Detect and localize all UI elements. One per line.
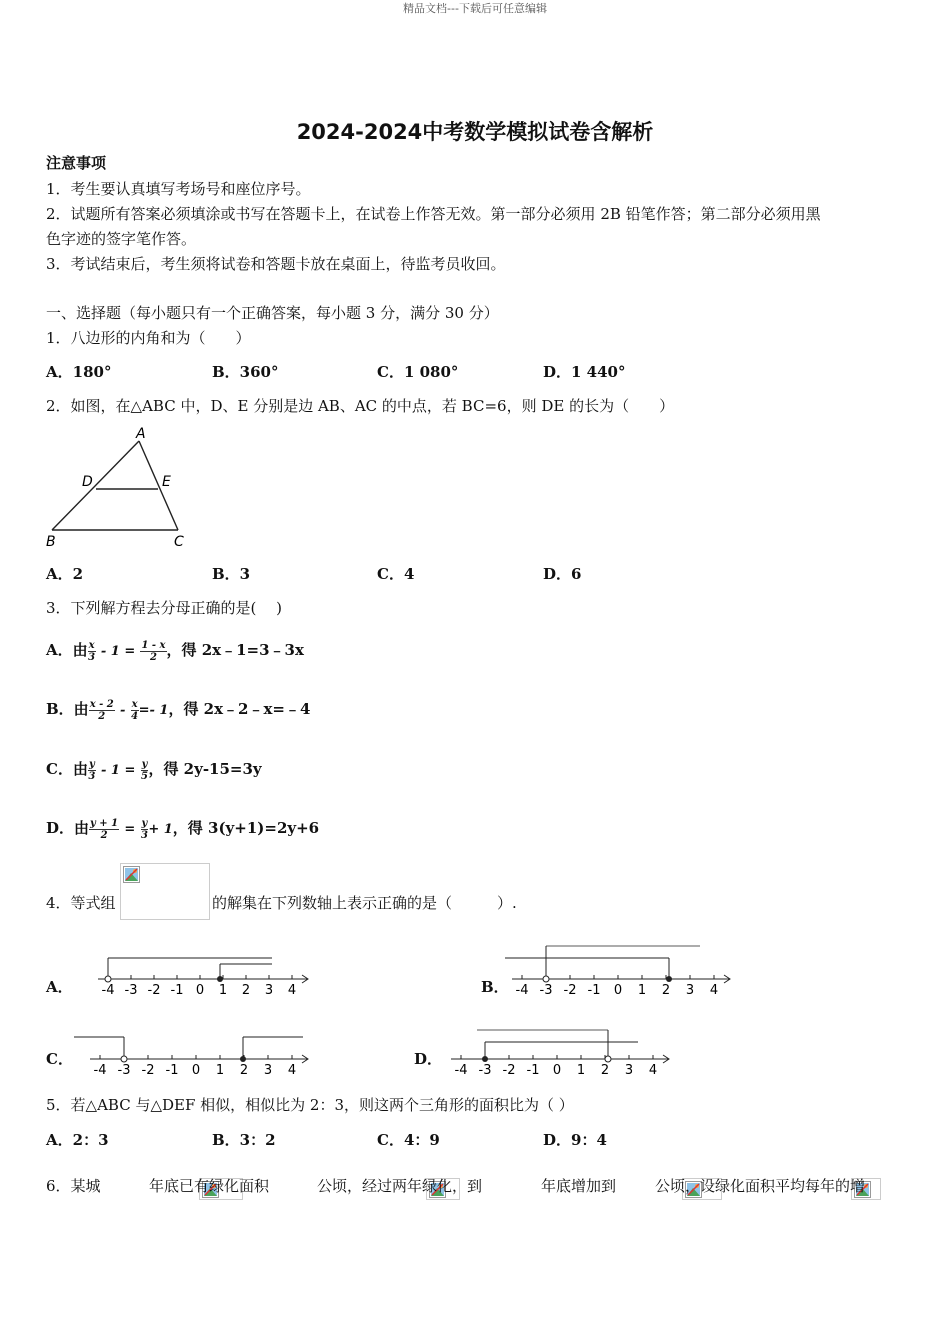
- page-title: 2024-2024中考数学模拟试卷含解析: [296, 120, 654, 144]
- question-stem-part: 公顷，经过两年绿化，到: [317, 1177, 483, 1195]
- question-stem-part: 年底已有绿化面积: [149, 1177, 270, 1195]
- tick-label: 2: [600, 1063, 610, 1078]
- tick-label: 4: [287, 1063, 297, 1078]
- section-heading: 一、选择题（每小题只有一个正确答案，每小题 3 分，满分 30 分）: [46, 304, 499, 322]
- broken-image-icon: [120, 863, 210, 920]
- triangle-figure: [44, 424, 190, 550]
- tick-label: 1: [218, 983, 228, 998]
- tick-label: -1: [526, 1063, 540, 1078]
- tick-label: 2: [239, 1063, 249, 1078]
- option-a: A．由 $\frac{x}{3}$ - 1 = $\frac{1 - x}{2}$ ，得 2x﹣1=3﹣3x: [46, 639, 304, 663]
- label-d: D: [82, 474, 93, 490]
- option-d: D．9：4: [543, 1131, 607, 1149]
- option-b: B．360°: [212, 363, 279, 381]
- option-d: D．6: [543, 565, 582, 583]
- tick-label: 0: [195, 983, 205, 998]
- question-stem: 1．八边形的内角和为（ ）: [46, 329, 251, 347]
- question-stem-part: 年底增加到: [541, 1177, 617, 1195]
- tick-label: -3: [117, 1063, 131, 1078]
- tick-label: -3: [539, 983, 553, 998]
- tick-label: -4: [93, 1063, 107, 1078]
- tick-label: 1: [576, 1063, 586, 1078]
- tick-label: 4: [709, 983, 719, 998]
- tick-label: 4: [287, 983, 297, 998]
- tick-label: -3: [124, 983, 138, 998]
- tick-label: -1: [170, 983, 184, 998]
- label-c: C: [174, 534, 184, 550]
- option-c: C．1 080°: [377, 363, 459, 381]
- question-stem-part: 公顷，设绿化面积平均每年的增: [655, 1177, 866, 1195]
- tick-label: 1: [215, 1063, 225, 1078]
- option-a: A．2: [46, 565, 84, 583]
- number-line-c: [70, 1030, 310, 1080]
- number-line-a: [70, 950, 297, 1000]
- notice-item: 3．考试结束后，考生须将试卷和答题卡放在桌面上，待监考员收回。: [46, 255, 506, 273]
- question-stem-pre: 4．等式组: [46, 894, 116, 912]
- question-stem: 5．若△ABC 与△DEF 相似，相似比为 2：3，则这两个三角形的面积比为（ ）: [46, 1096, 574, 1114]
- label-e: E: [162, 474, 171, 490]
- number-line-d: [440, 1026, 680, 1080]
- notice-heading: 注意事项: [46, 154, 107, 172]
- tick-label: -4: [454, 1063, 468, 1078]
- option-a-label: A．: [46, 978, 73, 996]
- label-b: B: [46, 534, 56, 550]
- question-stem-part: 6．某城: [46, 1177, 101, 1195]
- option-c: C．由 $\frac{y}{3}$ - 1 = $\frac{y}{5}$ ，得 2y-15=3y: [46, 758, 262, 782]
- option-b-label: B．: [481, 978, 509, 996]
- question-stem: 3．下列解方程去分母正确的是( ): [46, 599, 283, 617]
- notice-item: 色字迹的签字笔作答。: [46, 230, 197, 248]
- option-d-label: D．: [414, 1050, 443, 1068]
- option-c-label: C．: [46, 1050, 73, 1068]
- tick-label: -1: [587, 983, 601, 998]
- tick-label: 3: [263, 1063, 273, 1078]
- tick-label: 0: [613, 983, 623, 998]
- notice-item: 2．试题所有答案必须填涂或书写在答题卡上，在试卷上作答无效。第一部分必须用 2B 铅笔作答；第二部分必须用黑: [46, 205, 821, 223]
- tick-label: 3: [624, 1063, 634, 1078]
- number-line-b: [505, 944, 745, 1000]
- question-stem-post: 的解集在下列数轴上表示正确的是（ ）.: [212, 894, 517, 912]
- tick-label: -2: [563, 983, 577, 998]
- option-d: D．1 440°: [543, 363, 626, 381]
- tick-label: -3: [478, 1063, 492, 1078]
- option-b: B．由 $\frac{x - 2}{2}$ - $\frac{x}{4}$ =- 1，得 2x﹣2﹣x=﹣4: [46, 698, 311, 722]
- tick-label: -4: [515, 983, 529, 998]
- tick-label: 3: [685, 983, 695, 998]
- label-a: A: [136, 426, 146, 442]
- option-a: A．2：3: [46, 1131, 109, 1149]
- tick-label: 3: [264, 983, 274, 998]
- tick-label: 1: [637, 983, 647, 998]
- tick-label: -2: [502, 1063, 516, 1078]
- tick-label: -4: [101, 983, 115, 998]
- notice-item: 1．考生要认真填写考场号和座位序号。: [46, 180, 311, 198]
- question-stem: 2．如图，在△ABC 中，D、E 分别是边 AB、AC 的中点，若 BC=6，则 DE 的长为（ ）: [46, 397, 675, 415]
- option-b: B．3：2: [212, 1131, 276, 1149]
- option-d: D．由 $\frac{y + 1}{2}$ = $\frac{y}{3}$ + 1，得 3(y+1)=2y+6: [46, 817, 320, 841]
- tick-label: -2: [147, 983, 161, 998]
- tick-label: -2: [141, 1063, 155, 1078]
- tick-label: 2: [661, 983, 671, 998]
- option-b: B．3: [212, 565, 251, 583]
- option-c: C．4: [377, 565, 415, 583]
- tick-label: -1: [165, 1063, 179, 1078]
- tick-label: 0: [191, 1063, 201, 1078]
- option-c: C．4：9: [377, 1131, 440, 1149]
- page-header: 精品文档---下载后可任意编辑: [403, 2, 547, 15]
- option-a: A．180°: [46, 363, 112, 381]
- tick-label: 0: [552, 1063, 562, 1078]
- tick-label: 2: [241, 983, 251, 998]
- tick-label: 4: [648, 1063, 658, 1078]
